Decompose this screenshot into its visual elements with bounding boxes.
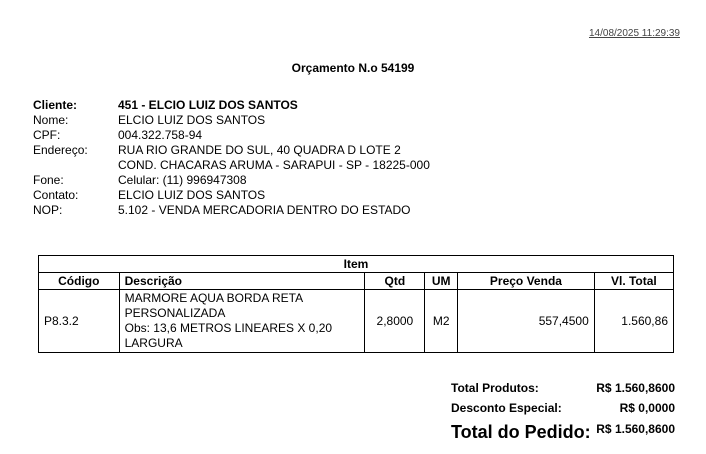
col-header-qtd: Qtd (365, 273, 425, 290)
contact-value: ELCIO LUIZ DOS SANTOS (118, 188, 266, 202)
total-produtos-value: R$ 1.560,8600 (596, 381, 675, 395)
desc-line: LARGURA (124, 336, 183, 350)
desc-line: PERSONALIZADA (124, 306, 226, 320)
cell-preco: 557,4500 (458, 290, 595, 353)
total-pedido-label: Total do Pedido: (451, 422, 591, 442)
total-produtos-label: Total Produtos: (451, 381, 539, 395)
desconto-value: R$ 0,0000 (619, 401, 675, 415)
cell-total: 1.560,86 (594, 290, 673, 353)
items-table (38, 255, 674, 353)
nop-value: 5.102 - VENDA MERCADORIA DENTRO DO ESTADO (118, 203, 411, 217)
desconto-row (451, 401, 675, 421)
address-line-1: RUA RIO GRANDE DO SUL, 40 QUADRA D LOTE 2 (118, 143, 401, 157)
address-row (33, 143, 430, 158)
client-row (33, 98, 430, 113)
cpf-value: 004.322.758-94 (118, 128, 203, 142)
name-label: Nome: (33, 113, 69, 127)
contact-row (33, 188, 430, 203)
contact-label: Contato: (33, 188, 79, 202)
phone-label: Fone: (33, 173, 64, 187)
address-label: Endereço: (33, 143, 88, 157)
total-pedido-value: R$ 1.560,8600 (596, 422, 675, 436)
col-header-um: UM (425, 273, 458, 290)
cell-qtd: 2,8000 (365, 290, 425, 353)
col-header-codigo: Código (39, 273, 120, 290)
col-header-descricao: Descrição (119, 273, 365, 290)
table-header-row (39, 273, 674, 290)
name-value: ELCIO LUIZ DOS SANTOS (118, 113, 266, 127)
address-row-2 (33, 158, 430, 173)
total-produtos-row (451, 381, 675, 401)
cell-um: M2 (425, 290, 458, 353)
totals-block (451, 381, 675, 441)
cpf-row (33, 128, 430, 143)
nop-label: NOP: (33, 203, 63, 217)
name-row (33, 113, 430, 128)
col-header-preco: Preço Venda (458, 273, 595, 290)
col-header-total: Vl. Total (594, 273, 673, 290)
cpf-label: CPF: (33, 128, 61, 142)
print-timestamp: 14/08/2025 11:29:39 (588, 28, 680, 39)
nop-row (33, 203, 430, 218)
client-label: Cliente: (33, 98, 78, 112)
cell-codigo: P8.3.2 (39, 290, 120, 353)
address-spacer (33, 158, 118, 173)
client-value: 451 - ELCIO LUIZ DOS SANTOS (118, 98, 298, 112)
table-row (39, 290, 674, 353)
client-info (33, 98, 430, 218)
address-line-2: COND. CHACARAS ARUMA - SARAPUI - SP - 18225-000 (118, 158, 430, 172)
desconto-label: Desconto Especial: (451, 401, 562, 415)
phone-value: Celular: (11) 996947308 (118, 173, 247, 187)
page-title: Orçamento N.o 54199 (291, 61, 415, 75)
desc-line: Obs: 13,6 METROS LINEARES X 0,20 (124, 321, 333, 335)
total-pedido-row (451, 421, 675, 441)
desc-line: MARMORE AQUA BORDA RETA (124, 291, 304, 305)
cell-descricao (119, 290, 365, 353)
phone-row (33, 173, 430, 188)
table-group-header: Item (39, 256, 674, 273)
table-group-header-row (39, 256, 674, 273)
